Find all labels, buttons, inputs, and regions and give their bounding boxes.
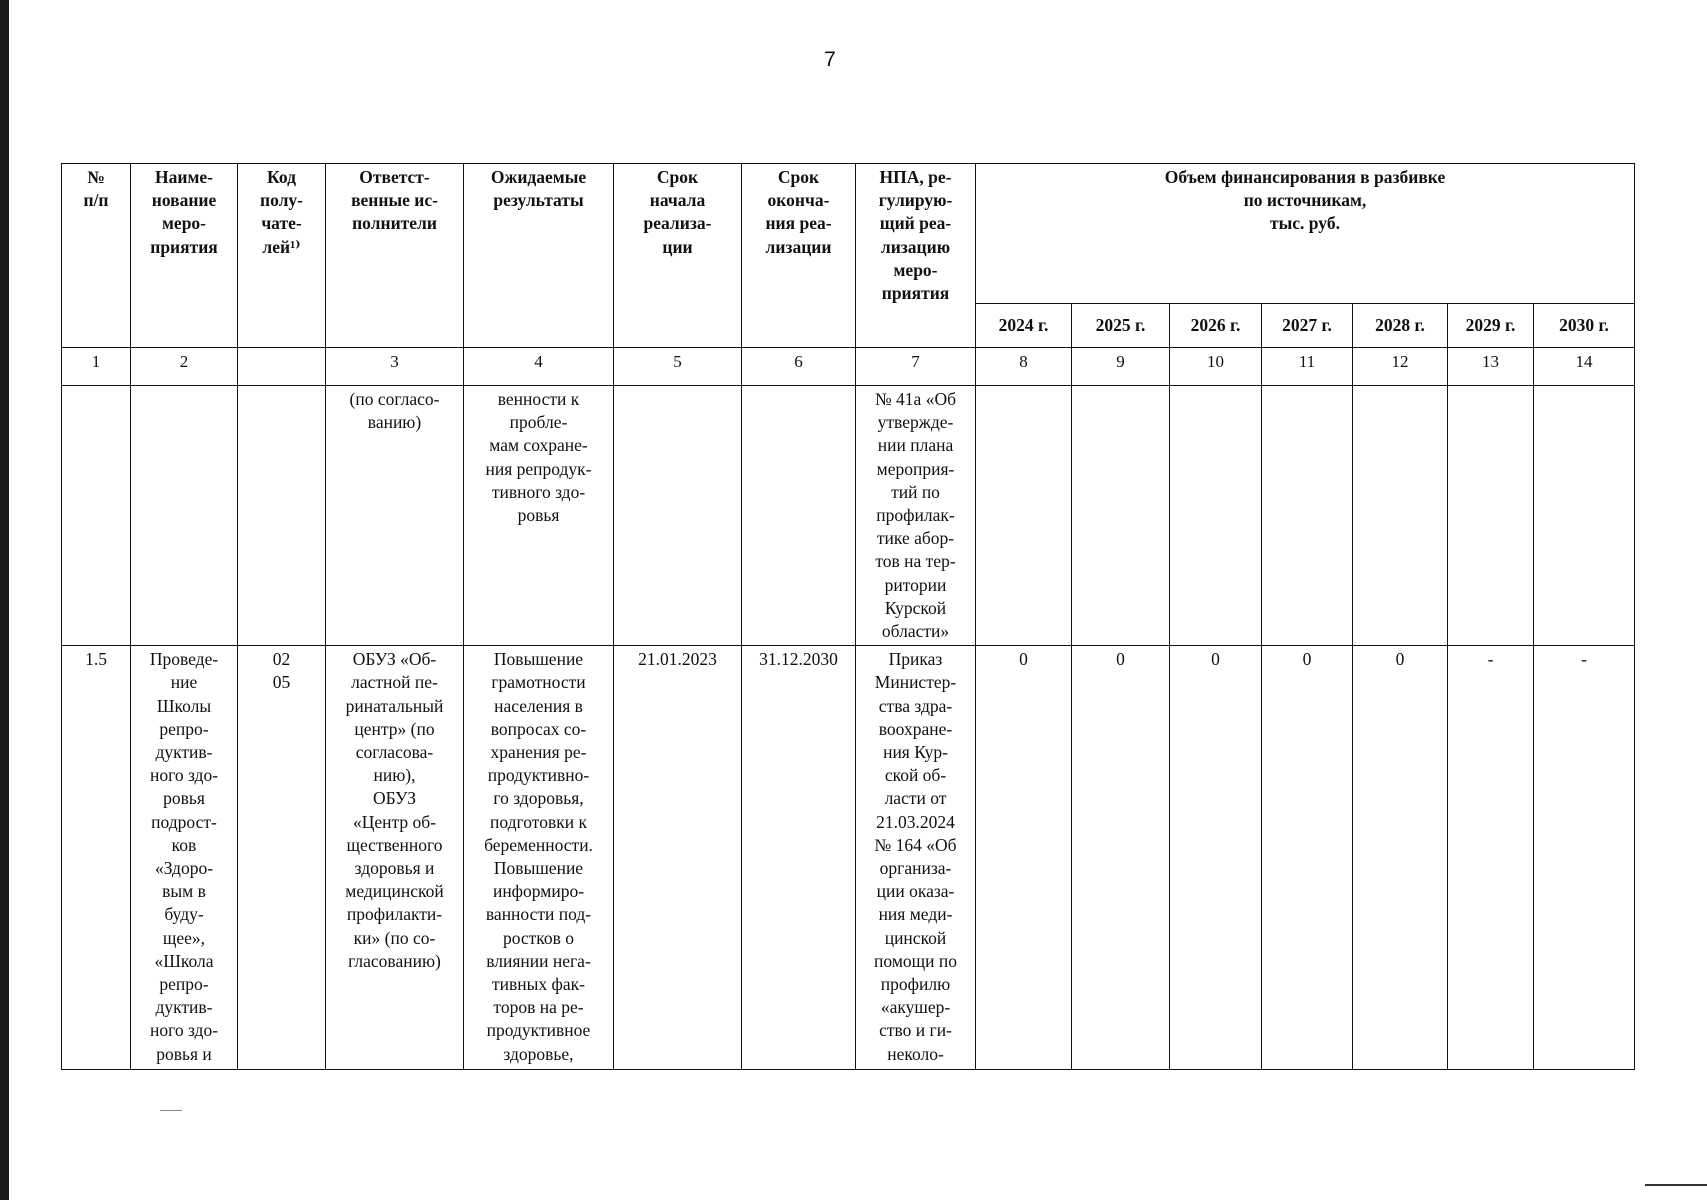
cell-num: [62, 386, 131, 646]
scan-bottom-mark: [1645, 1184, 1707, 1186]
cell-code: 02 05: [238, 646, 326, 1070]
cell-num: 1.5: [62, 646, 131, 1070]
cell-results: венности к пробле- мам сохране- ния репродук- тивного здо- ровья: [464, 386, 614, 646]
column-number: 4: [464, 348, 614, 386]
column-number: 11: [1262, 348, 1353, 386]
cell-finance: 0: [1170, 646, 1262, 1070]
column-number: 1: [62, 348, 131, 386]
measures-table: [61, 163, 1635, 1070]
header-code: Код полу- чате- лей¹⁾: [238, 164, 326, 348]
header-year: 2028 г.: [1353, 304, 1448, 348]
cell-npa: Приказ Министер- ства здра- воохране- ния Кур- ской об- ласти от 21.03.2024 № 164 «Об организа- ции оказа- ния меди- цинской помощи по профилю «акушер- ство и ги- неколо-: [856, 646, 976, 1070]
header-name: Наиме- нование меро- приятия: [131, 164, 238, 348]
header-results: Ожидаемые результаты: [464, 164, 614, 348]
column-number: 2: [131, 348, 238, 386]
header-npa: НПА, ре- гулирую- щий реа- лизацию меро- приятия: [856, 164, 976, 348]
column-number: 9: [1072, 348, 1170, 386]
cell-finance: 0: [1353, 646, 1448, 1070]
header-end: Срок оконча- ния реа- лизации: [742, 164, 856, 348]
cell-end: 31.12.2030: [742, 646, 856, 1070]
cell-finance: [1170, 386, 1262, 646]
header-year: 2026 г.: [1170, 304, 1262, 348]
column-number: 7: [856, 348, 976, 386]
cell-name: [131, 386, 238, 646]
cell-finance: 0: [976, 646, 1072, 1070]
column-numbers-row: [62, 348, 1635, 386]
cell-name: Проведе- ние Школы репро- дуктив- ного здо- ровья подрост- ков «Здоро- вым в буду- щее», «Школа репро- дуктив- ного здо- ровья и: [131, 646, 238, 1070]
header-year: 2024 г.: [976, 304, 1072, 348]
column-number: 6: [742, 348, 856, 386]
table-row: [62, 646, 1635, 1070]
column-number: 12: [1353, 348, 1448, 386]
cell-results: Повышение грамотности населения в вопросах со- хранения ре- продуктивно- го здоровья, подготовки к беременности. Повышение информиро- ванности под- ростков о влиянии нега- тивных фак- торов на ре- продуктивное здоровье,: [464, 646, 614, 1070]
scan-left-edge: [0, 0, 9, 1200]
cell-npa: № 41а «Об утвержде- нии плана мероприя- тий по профилак- тике абор- тов на тер- ритории Курской области»: [856, 386, 976, 646]
cell-code: [238, 386, 326, 646]
header-finance: Объем финансирования в разбивке по источникам, тыс. руб.: [976, 164, 1635, 304]
header-responsible: Ответст- венные ис- полнители: [326, 164, 464, 348]
cell-finance: -: [1448, 646, 1534, 1070]
cell-finance: 0: [1072, 646, 1170, 1070]
cell-finance: [1534, 386, 1635, 646]
column-number: [238, 348, 326, 386]
column-number: 13: [1448, 348, 1534, 386]
header-num: № п/п: [62, 164, 131, 348]
cell-finance: [1353, 386, 1448, 646]
header-year: 2030 г.: [1534, 304, 1635, 348]
cell-finance: [976, 386, 1072, 646]
cell-start: [614, 386, 742, 646]
header-year: 2027 г.: [1262, 304, 1353, 348]
header-year: 2025 г.: [1072, 304, 1170, 348]
cell-responsible: ОБУЗ «Об- ластной пе- ринатальный центр» (по согласова- нию), ОБУЗ «Центр об- щественного здоровья и медицинской профилакти- ки» (по со- гласованию): [326, 646, 464, 1070]
header-year: 2029 г.: [1448, 304, 1534, 348]
column-number: 5: [614, 348, 742, 386]
cell-finance: [1448, 386, 1534, 646]
column-number: 8: [976, 348, 1072, 386]
table-row: [62, 386, 1635, 646]
page-number: 7: [824, 48, 836, 71]
column-number: 14: [1534, 348, 1635, 386]
header-start: Срок начала реализа- ции: [614, 164, 742, 348]
cell-finance: -: [1534, 646, 1635, 1070]
cell-end: [742, 386, 856, 646]
cell-finance: [1262, 386, 1353, 646]
cell-finance: [1072, 386, 1170, 646]
cell-responsible: (по согласо- ванию): [326, 386, 464, 646]
header-row: [62, 164, 1635, 304]
column-number: 3: [326, 348, 464, 386]
column-number: 10: [1170, 348, 1262, 386]
scan-mark: [160, 1110, 182, 1111]
cell-start: 21.01.2023: [614, 646, 742, 1070]
cell-finance: 0: [1262, 646, 1353, 1070]
